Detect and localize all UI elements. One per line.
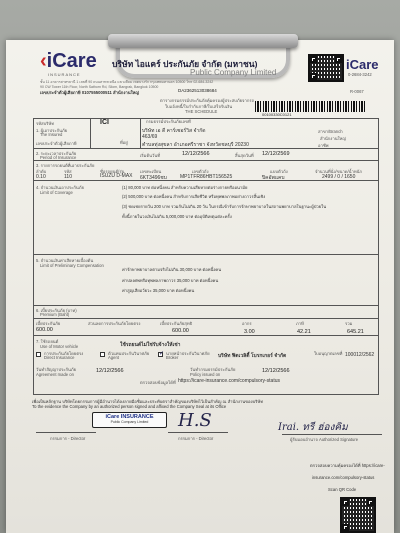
premium-amount: 600.00 xyxy=(36,327,53,333)
check-coverage-url[interactable]: insurance.com/compulsory-status xyxy=(312,475,375,480)
vehicle-col-1: ลำดับ xyxy=(36,169,47,174)
col-divider xyxy=(90,118,91,148)
broker-checkbox xyxy=(158,352,163,357)
premium-col-4: อากร xyxy=(242,321,252,326)
premium-net: 600.00 xyxy=(172,328,189,334)
company-seal: iCare INSURANCE Public Company Limited xyxy=(92,412,167,428)
preliminary-line: ค่าสูญเสียอวัยวะ 35,000 บาท ต่อหนึ่งคน xyxy=(122,288,195,293)
premium-col-3: เบี้ยประกันภัยสุทธิ xyxy=(160,321,193,326)
signature-line xyxy=(282,434,382,435)
director-2-label: กรรมการ - Director xyxy=(178,436,214,441)
director-signature-2: H.S xyxy=(178,410,212,431)
premium-vat: 42.21 xyxy=(297,329,311,335)
document-code: R-0067 xyxy=(350,89,364,94)
license-label: ใบอนุญาตเลขที่ xyxy=(314,351,343,356)
period-label: 2. ระยะเวลาประกันภัย xyxy=(36,151,77,156)
policy-number-label: กรมธรรม์ประกันภัยเลขที่ xyxy=(146,119,191,124)
check-coverage-label: ตรวจสอบความคุ้มครองได้ที่ https://icare- xyxy=(310,463,385,468)
coverage-line: (1) 80,000 บาท ต่อหนึ่งคน สำหรับความเสียหายต่อร่างกายหรืออนามัย xyxy=(122,185,248,190)
vehicle-chassis: MP1TFR86HBT156525 xyxy=(180,174,233,180)
clip-plate xyxy=(108,34,298,48)
director-1-label: กรรมการ - Director xyxy=(50,436,86,441)
premium-label-en: Premium (Baht) xyxy=(40,312,70,317)
status-url-label: ตรวจสอบข้อมูลได้ที่ xyxy=(140,380,176,385)
premium-col-1: เบี้ยประกันภัย xyxy=(36,321,61,326)
broker-label-en: Broker xyxy=(166,355,179,360)
direct-insurance-checkbox xyxy=(36,352,41,357)
insured-name: บริษัท เอ ดี คาร์เซอร์วิส จำกัด xyxy=(142,128,206,134)
agreement-date: 12/12/2566 xyxy=(96,368,124,374)
vehicle-model: ISUZU D-MAX xyxy=(100,173,133,179)
agreement-label: วันทำสัญญาประกันภัย xyxy=(36,367,77,372)
vehicle-col-4: เลขทะเบียน xyxy=(140,169,162,174)
vehicle-col-5: เลขตัวถัง xyxy=(192,169,209,174)
agreement-label-en: Agreement made on xyxy=(36,372,74,377)
status-url[interactable]: https://icare-insurance.com/compulsory-status xyxy=(178,378,280,384)
issued-date: 12/12/2566 xyxy=(262,368,290,374)
row-divider xyxy=(33,180,379,181)
direct-insurance-label: การประกันภัยโดยตรง xyxy=(44,351,84,356)
company-code-label: รหัสบริษัท xyxy=(36,121,54,126)
company-address: ชั้น 11 อาคารสาทรธานี 1 เลขที่ 90 ถนนสาทรเหนือ แขวงสีลม เขตบางรัก กรุงเทพมหานคร 10500 โทร 02-684-3242 90 CW Tower 11th Floor, North Sathorn Rd, Silom, Bangrak, Bangkok 10500 xyxy=(40,80,214,89)
use-note: ใช้รถยนต์ไม่ใช่รับจ้างให้เช่า xyxy=(120,342,181,348)
premium-total: 645.21 xyxy=(347,329,364,335)
signature-line xyxy=(168,432,228,433)
company-name-th: บริษัท ไอแคร์ ประกันภัย จำกัด (มหาชน) xyxy=(112,59,258,69)
insured-label-en: The Insured xyxy=(40,132,63,137)
evidence-en: To the evidence the Company by an authorized person signed and affixed the Company Seal at its Office xyxy=(32,404,227,409)
row-divider xyxy=(33,254,379,255)
insured-label: 1. ผู้เอาประกันภัย xyxy=(36,128,68,133)
insured-address-label: ที่อยู่ xyxy=(120,140,128,145)
vehicle-label: 3. รายการรถยนต์ที่เอาประกันภัย xyxy=(36,163,95,168)
vehicle-col-2: รหัส xyxy=(64,169,72,174)
coverage-label-en: Limit of Coverage xyxy=(40,190,73,195)
logo-subtitle: INSURANCE xyxy=(48,72,81,77)
insured-tax-id-label: เลขประจำตัวผู้เสียภาษี xyxy=(36,141,77,146)
period-end: 12/12/2569 xyxy=(262,151,290,157)
authorized-label: ผู้รับมอบอำนาจ Authorized Signature xyxy=(290,437,359,442)
row-divider xyxy=(33,160,379,161)
broker-name: บริษัท ฟิดเวลิตี้ โบรกเกอร์ จำกัด xyxy=(218,353,287,359)
preliminary-line: ค่ารักษาพยาบาลตามจริงไม่เกิน 30,000 บาท ต่อหนึ่งคน xyxy=(122,267,222,272)
period-start-label: เริ่มต้นวันที่ xyxy=(140,153,160,158)
vehicle-plate: 6KT3496ชบ xyxy=(140,175,167,181)
preliminary-line: ค่าปลงศพหรือทุพพลภาพถาวร 35,000 บาท ต่อหนึ่งคน xyxy=(122,278,219,283)
period-end-label: สิ้นสุดวันที่ xyxy=(235,153,254,158)
tax-id-line: เลขประจำตัวผู้เสียภาษี 0107555000511 สำนักงานใหญ่ xyxy=(40,90,139,95)
col-divider xyxy=(140,118,141,148)
coverage-line: ทั้งนี้ภายในวงเงินไม่เกิน 5,000,000 บาท ต่ออุบัติเหตุแต่ละครั้ง xyxy=(122,214,232,219)
vehicle-body: ปิคอัพแคบ xyxy=(262,175,285,181)
barcode-number: 00100330C0121 xyxy=(262,112,292,117)
top-right-logo: iCare xyxy=(346,57,379,72)
policy-number: DA2362513038684 xyxy=(178,88,217,93)
direct-insurance-label-en: Direct Insurance xyxy=(44,355,75,360)
period-start: 12/12/2566 xyxy=(182,151,210,157)
row-divider xyxy=(33,318,379,319)
issued-label: วันทำกรมธรรม์ประกันภัย xyxy=(190,367,236,372)
vehicle-col-3: ชื่อรถยนต์/รุ่น xyxy=(100,169,125,174)
schedule-title-en: THE SCHEDULE xyxy=(185,109,218,114)
premium-col-5: ภาษี xyxy=(296,321,304,326)
schedule-title-th: ตารางกรมธรรม์ประกันภัยคุ้มครองผู้ประสบภัยจากรถ xyxy=(160,98,255,103)
branch-value: สำนักงานใหญ่ xyxy=(320,136,346,141)
row-divider xyxy=(33,305,379,306)
schedule-title-th2: ใบแจ้งหนี้/ใบกำกับภาษี/ใบเสร็จรับเงิน xyxy=(165,104,233,109)
premium-col-2: ส่วนลดการประกันภัยโดยตรง xyxy=(88,321,141,326)
agent-label-en: Agent xyxy=(108,355,119,360)
premium-stamp-duty: 3.00 xyxy=(244,329,255,335)
coverage-label: 4. จำนวนเงินเอาประกันภัย xyxy=(36,185,84,190)
scan-qr-label: Scan QR Code xyxy=(328,487,357,492)
premium-label: 6. เบี้ยประกันภัย (บาท) xyxy=(36,308,77,313)
vehicle-code: 110 xyxy=(64,174,72,180)
license-number: 100012/2562 xyxy=(345,352,375,358)
bottom-qr-code[interactable] xyxy=(340,497,376,533)
row-divider xyxy=(33,335,379,336)
vehicle-seq: 0.10 xyxy=(36,174,46,180)
vehicle-col-7: จำนวนที่นั่ง/ขนาด/น้ำหนัก xyxy=(315,169,363,174)
coverage-line: (3) ชดเชยรายวัน 200 บาท รวมกันไม่เกิน 20 วัน ในกรณีเข้ารับการรักษาพยาบาลในสถานพยาบาลในฐานะผู้ป่วยใน xyxy=(122,204,327,209)
premium-col-6: รวม xyxy=(345,321,353,326)
occupation-label: อาชีพ xyxy=(318,143,329,148)
vehicle-col-6: แบบตัวถัง xyxy=(270,169,288,174)
agent-label: ตัวแทนประกันวินาศภัย xyxy=(108,351,150,356)
authorized-signature: Irai. ทรี ฮ่องคิม xyxy=(278,422,348,433)
company-code: ICI xyxy=(100,119,109,126)
agent-checkbox xyxy=(100,352,105,357)
preliminary-label: 5. จำนวนเงินค่าเสียหายเบื้องต้น xyxy=(36,258,94,263)
use-label: 7. ใช้รถยนต์ xyxy=(36,339,59,344)
issued-label-en: Policy issued on xyxy=(190,372,221,377)
insured-address: ตำบลทุ่งสุขลา อำเภอศรีราชา จังหวัดชลบุรี 20230 xyxy=(142,142,249,148)
top-qr-code xyxy=(308,54,344,82)
company-tel: 0-2684-3242 xyxy=(348,72,372,77)
preliminary-label-en: Limit of Preliminary Compensation xyxy=(40,263,104,268)
coverage-line: (2) 500,000 บาท ต่อหนึ่งคน สำหรับการเสียชีวิต หรือทุพพลภาพอย่างถาวรสิ้นเชิง xyxy=(122,194,266,199)
period-label-en: Period of Insurance xyxy=(40,155,77,160)
broker-label: นายหน้าประกันวินาศภัย xyxy=(166,351,210,356)
signature-line xyxy=(36,432,96,433)
branch-label: สาขา/Branch xyxy=(318,129,343,134)
evidence-th: เพื่อเป็นหลักฐาน บริษัทโดยกรรมการผู้มีอำนาจได้ลงลายมือชื่อและประทับตราสำคัญของบริษัทไว้เป็นสำคัญ ณ สำนักงานของบริษัท xyxy=(32,399,264,404)
company-name-en: Public Company Limited xyxy=(190,68,277,77)
use-label-en: Use of Motor vehicle xyxy=(40,344,79,349)
policy-barcode xyxy=(255,101,365,112)
insured-house-no: 463/69 xyxy=(142,134,158,140)
vehicle-capacity: 2499 / 0 / 1650 xyxy=(322,174,356,180)
icare-logo: ‹iCare xyxy=(40,50,97,72)
